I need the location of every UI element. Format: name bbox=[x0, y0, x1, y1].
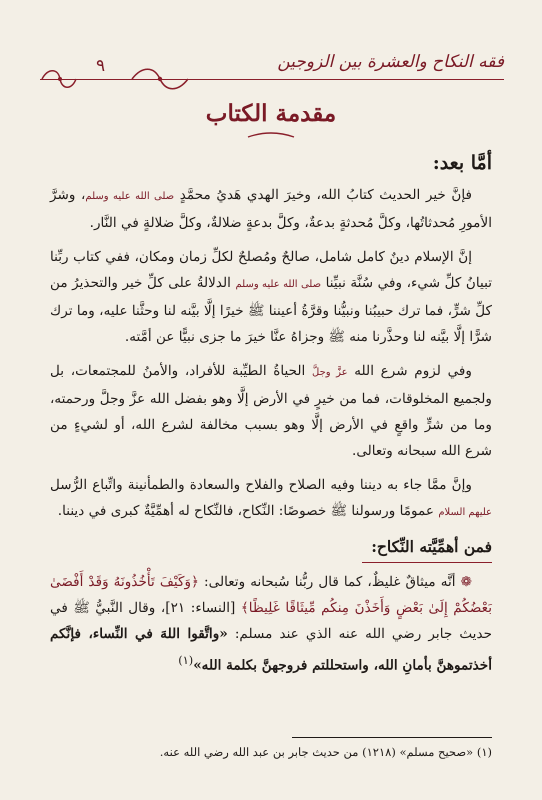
paragraph bbox=[50, 358, 492, 464]
main-text bbox=[50, 150, 492, 687]
book-title: فقه النكاح والعشرة بين الزوجين bbox=[277, 52, 504, 72]
footnote-rule bbox=[292, 737, 492, 738]
paragraph-text: إنَّ الإسلام دينٌ كامل شامل، صالحٌ ومُصلحٌ لكلِّ زمان ومكان، ففي كتاب ربِّنا تبيانُ كلِّ شيء، وفي سُنَّة نبيِّنا bbox=[50, 249, 493, 291]
paragraph-text: فإنَّ خير الحديث كتابُ الله، وخيرَ الهدي هَديُ محمَّدٍ bbox=[179, 187, 473, 203]
page-number: ٩ bbox=[96, 56, 106, 76]
header-rule bbox=[40, 79, 504, 80]
paragraph-text: ، وقال النَّبيُّ ﷺ في حديث جابر رضي الله عنه الذي عند مسلم: bbox=[50, 600, 492, 642]
footnote: (١) «صحيح مسلم» (١٢١٨) من حديث جابر بن عبد الله رضي الله عنه. bbox=[159, 745, 492, 759]
bullet-icon: ❁ bbox=[460, 574, 472, 590]
bullet-paragraph bbox=[50, 569, 492, 679]
paragraph-text: ، وشرَّ الأمورِ مُحدثاتُها، وكلَّ مُحدثةٍ بدعةٌ، وكلَّ بدعةٍ ضلالةٌ، وكلَّ ضلالةٍ في النَّار. bbox=[50, 187, 492, 231]
honorific: صلى الله عليه وسلم bbox=[235, 279, 322, 290]
hadith-quote: «واتَّقوا اللهَ في النِّساء، فإنَّكم أخذتموهنَّ بأمانِ الله، واستحللتم فروجهنَّ بكلمة الله» bbox=[50, 626, 492, 674]
paragraph-text: وفي لزوم شرع الله bbox=[354, 363, 472, 379]
subheading-rule bbox=[362, 562, 492, 563]
paragraph bbox=[50, 244, 492, 350]
paragraph-text: الحياةُ الطيِّبة للأفراد، والأمنُ للمجتمعات، بل ولجميع المخلوقات، فما من خيرٍ في الأرض إلَّا وهو بفضل الله عزَّ وجلَّ ورحمته، وما من شرٍّ واقعٍ في الأرض إلَّا وهو بسبب مخالفة لشرع الله، أو لشيءٍ من شرع الله سبحانه وتعالى. bbox=[50, 363, 492, 459]
subheading: فمن أهمِّيَّته النِّكاح: bbox=[371, 537, 492, 556]
paragraph-text: عمومًا ورسولنا ﷺ خصوصًا: النِّكاح، فالنِّكاح له أهمِّيَّةٌ كبرى في ديننا. bbox=[57, 503, 439, 519]
verse-reference: [النساء: ٢١] bbox=[165, 600, 236, 616]
honorific: صلى الله عليه وسلم bbox=[85, 191, 175, 202]
honorific: عليهم السلام bbox=[438, 507, 492, 518]
paragraph bbox=[50, 472, 492, 526]
running-header bbox=[40, 52, 504, 92]
paragraph-text: وإنَّ ممَّا جاء به ديننا وفيه الصلاح والفلاح والسعادة والطمأنينة واتِّباع الرُّسل bbox=[50, 477, 472, 493]
title-flourish-icon bbox=[246, 132, 296, 142]
footnote-marker: (١) bbox=[178, 653, 194, 667]
opening-heading: أمَّا بعد: bbox=[432, 152, 492, 174]
paragraph-text: الدلالةُ على كلِّ خير والتحذيرُ من كلِّ شرٍّ، فما ترك حبيبُنا ونبيُّنا وقرَّةُ أعيننا ﷺ خيرًا إلَّا بيَّنه لنا وحثَّنا عليه، وما ترك شرًّا إلَّا بيَّنه لنا وحذَّرنا منه ﷺ وجزاهُ عنَّا خيرَ ما جزى نبيًّا عن أمَّته. bbox=[50, 275, 492, 345]
honorific: عزَّ وجلَّ bbox=[312, 367, 348, 378]
paragraph-text: أنَّه ميثاقٌ غليظٌ، كما قال ربُّنا سُبحانه وتعالى: bbox=[204, 574, 456, 590]
paragraph bbox=[50, 182, 492, 236]
quran-quote: ﴿وَكَيْفَ تَأْخُذُونَهُ وَقَدْ أَفْضَىٰ بَعْضُكُمْ إِلَىٰ بَعْضٍ وَأَخَذْنَ مِنكُم مِّيثَاقًا غَلِيظًا﴾ bbox=[50, 574, 492, 616]
section-title: مقدمة الكتاب bbox=[205, 100, 337, 127]
